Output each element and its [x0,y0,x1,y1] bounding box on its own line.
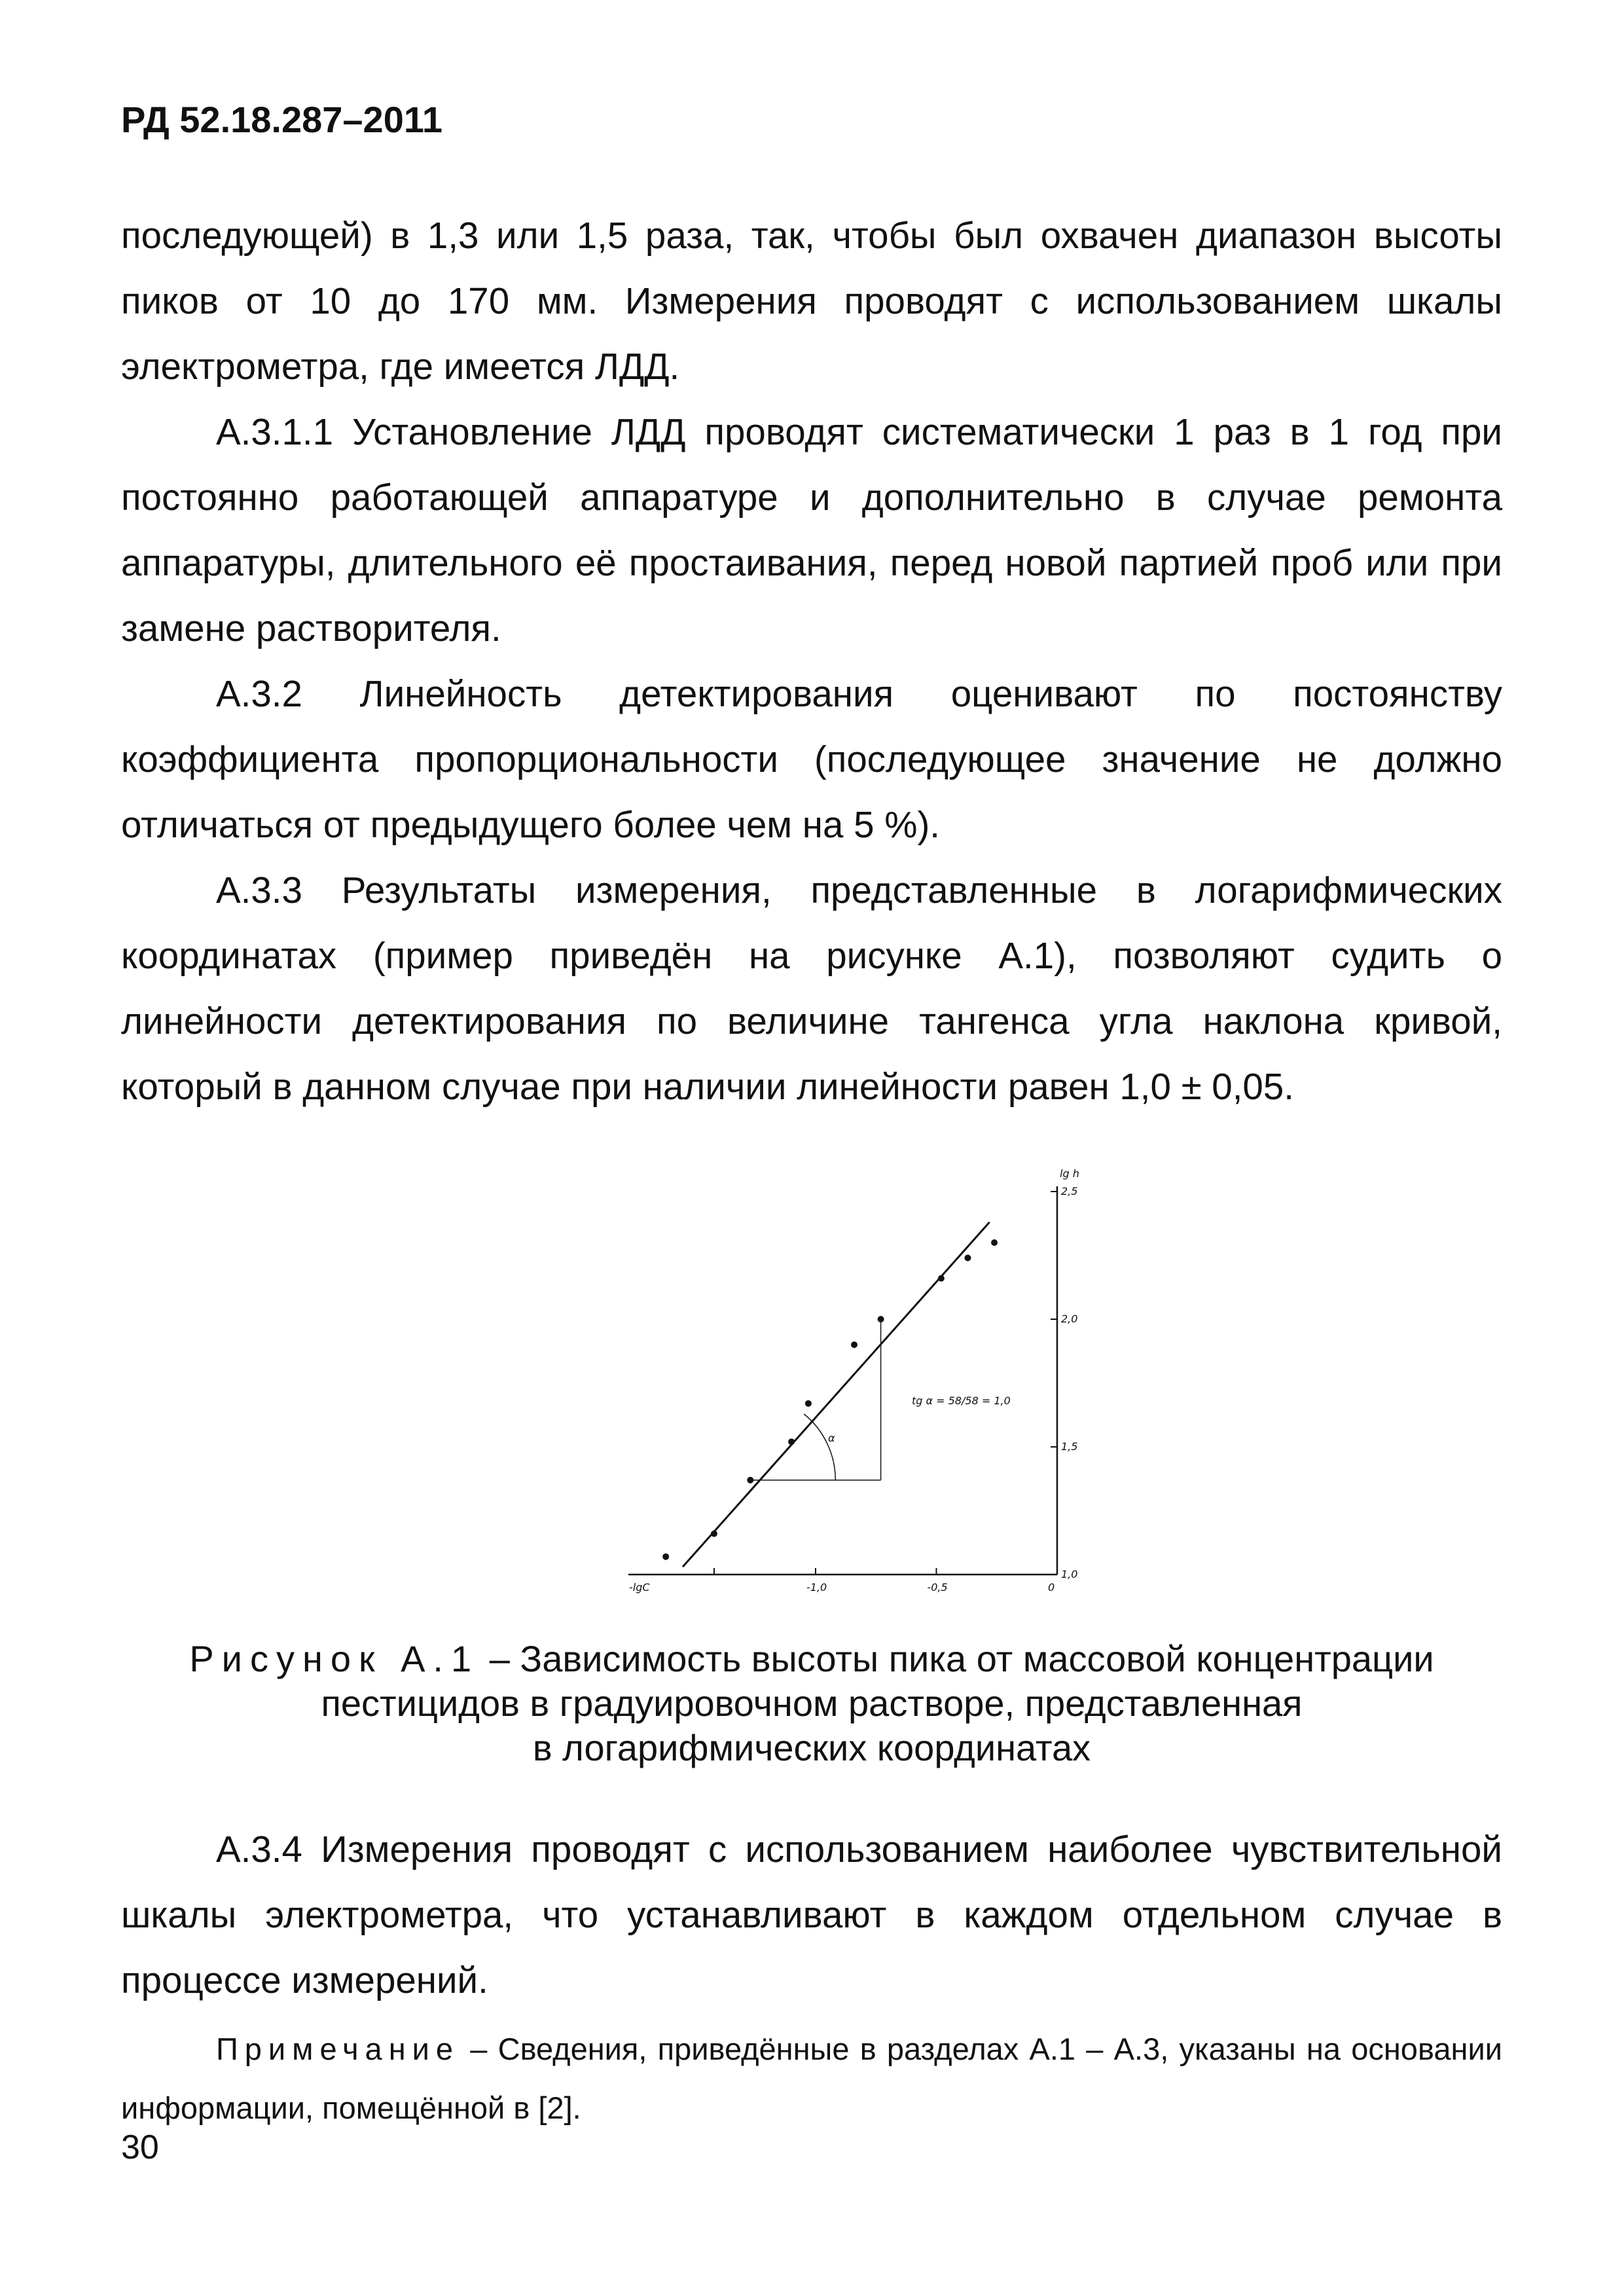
paragraph: А.3.2 Линейность детектирования оценивают по постоянству коэффициента пропорциональности (последующее значение не должно отличаться от предыдущего более чем на 5 %). [121,673,1502,845]
caption-line-1 [121,1637,1502,1681]
figure-a1 [605,1156,1142,1601]
data-point [711,1531,717,1537]
y-axis-label: lg h [1060,1167,1079,1180]
figure-caption [121,1637,1502,1770]
x-axis-label: -lgC [629,1581,650,1594]
caption-line-2: пестицидов в градуировочном растворе, представленная [321,1683,1303,1724]
paragraph: А.3.3 Результаты измерения, представленные в логарифмических координатах (пример приведён на рисунке А.1), позволяют судить о линейности детектирования по величине тангенса угла наклона кривой, который в данном случае при наличии линейности равен 1,0 ± 0,05. [121,869,1502,1107]
caption-dash: – [479,1638,520,1679]
data-point [991,1239,998,1246]
note-label: Примечание [216,2032,460,2066]
note-dash: – [460,2032,498,2066]
x-tick-label: -0,5 [927,1581,948,1594]
body-text-top [121,203,1502,1120]
slope-annotation: tg α = 58/58 = 1,0 [912,1394,1011,1407]
note [121,2020,1502,2138]
data-point [805,1400,812,1407]
paragraph: А.3.1.1 Установление ЛДД проводят систематически 1 раз в 1 год при постоянно работающей аппаратуре и дополнительно в случае ремонта аппаратуры, длительного её простаивания, перед новой партией проб или при замене растворителя. [121,411,1502,649]
y-tick-label: 1,0 [1061,1568,1078,1580]
page-number: 30 [121,2128,159,2166]
caption-label: Рисунок А.1 [189,1638,480,1679]
angle-label: α [828,1432,835,1444]
y-tick-label: 2,0 [1061,1313,1078,1325]
y-tick-label: 1,5 [1061,1440,1078,1453]
note-text: Сведения, приведённые в разделах А.1 – А.3, указаны на основании информации, помещённой в [2]. [121,2032,1502,2125]
y-tick-label: 2,5 [1061,1185,1078,1197]
caption-text: Зависимость высоты пика от массовой концентрации [520,1638,1434,1679]
data-point [851,1341,857,1348]
paragraph: А.3.4 Измерения проводят с использованием наиболее чувствительной шкалы электрометра, что устанавливают в каждом отдельном случае в процессе измерений. [121,1829,1502,2001]
data-point [878,1316,884,1322]
data-point [964,1254,971,1261]
paragraph: последующей) в 1,3 или 1,5 раза, так, чтобы был охвачен диапазон высоты пиков от 10 до 170 мм. Измерения проводят с использованием шкалы электрометра, где имеется ЛДД. [121,215,1502,387]
chart-svg [605,1156,1142,1601]
data-point [938,1275,945,1282]
document-header: РД 52.18.287–2011 [121,99,443,140]
caption-line-3: в логарифмических координатах [532,1727,1091,1768]
data-point [747,1477,753,1484]
data-point [788,1438,795,1445]
body-text-bottom [121,1817,1502,2013]
x-tick-label: 0 [1048,1581,1055,1594]
data-point [662,1554,669,1560]
x-tick-label: -1,0 [806,1581,827,1594]
